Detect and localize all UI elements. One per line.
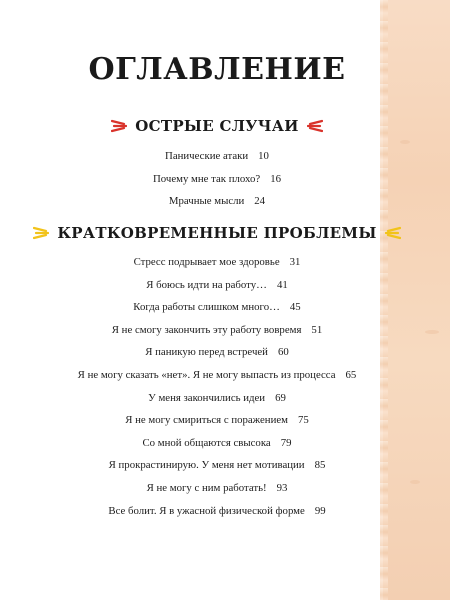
entry-page-number: 93 bbox=[276, 481, 288, 494]
list-item[interactable] bbox=[0, 168, 434, 191]
entry-title: Я не могу смириться с поражением bbox=[125, 414, 288, 427]
list-item[interactable] bbox=[0, 274, 434, 297]
entry-title: Мрачные мысли bbox=[168, 195, 245, 208]
entry-title: Со мной общаются свысока bbox=[142, 436, 271, 449]
entry-page-number: 75 bbox=[297, 414, 309, 427]
entry-page-number: 45 bbox=[289, 301, 301, 314]
red-burst-icon bbox=[111, 119, 127, 133]
yellow-burst-icon bbox=[33, 226, 49, 240]
list-item[interactable] bbox=[0, 387, 434, 410]
entry-page-number: 51 bbox=[311, 323, 323, 336]
entry-title: Я не могу сказать «нет». Я не могу выпасть из процесса bbox=[77, 368, 336, 381]
entry-title: Стресс подрывает мое здоровье bbox=[133, 256, 280, 268]
entry-page-number: 16 bbox=[270, 172, 282, 185]
page-title: ОГЛАВЛЕНИЕ bbox=[88, 52, 346, 87]
list-item[interactable] bbox=[0, 145, 434, 168]
entry-title: Почему мне так плохо? bbox=[152, 172, 261, 185]
entry-title: Я не могу с ним работать! bbox=[146, 481, 267, 494]
entry-page-number: 85 bbox=[314, 459, 326, 472]
entry-title: Я не смогу закончить эту работу вовремя bbox=[111, 323, 302, 336]
entry-title: Когда работы слишком много… bbox=[133, 301, 280, 314]
section-short-term-problems bbox=[0, 224, 434, 522]
section-heading bbox=[111, 117, 323, 135]
entry-page-number: 99 bbox=[314, 504, 326, 517]
list-item[interactable] bbox=[0, 477, 434, 500]
section-heading-text: ОСТРЫЕ СЛУЧАИ bbox=[135, 117, 299, 135]
list-item[interactable] bbox=[0, 432, 434, 455]
entry-title: Я паникую перед встречей bbox=[145, 346, 268, 359]
list-item[interactable] bbox=[0, 454, 434, 477]
entry-page-number: 10 bbox=[258, 150, 269, 162]
list-item[interactable] bbox=[0, 190, 434, 213]
red-burst-icon bbox=[307, 119, 323, 133]
entry-page-number: 41 bbox=[276, 278, 288, 291]
entry-title: Я прокрастинирую. У меня нет мотивации bbox=[108, 459, 305, 472]
entry-title: У меня закончились идеи bbox=[148, 391, 266, 404]
list-item[interactable] bbox=[0, 409, 434, 432]
entry-title: Панические атаки bbox=[165, 150, 249, 162]
entry-page-number: 24 bbox=[254, 195, 266, 208]
entry-page-number: 31 bbox=[289, 256, 301, 268]
section-heading bbox=[33, 224, 400, 242]
entry-page-number: 65 bbox=[345, 368, 357, 381]
list-item[interactable] bbox=[0, 251, 434, 274]
entry-page-number: 79 bbox=[280, 436, 292, 449]
entry-title: Все болит. Я в ужасной физической форме bbox=[108, 504, 305, 517]
entry-page-number: 69 bbox=[275, 391, 286, 404]
entry-page-number: 60 bbox=[277, 346, 289, 359]
section-acute-cases bbox=[0, 117, 434, 213]
entry-list bbox=[0, 145, 434, 213]
yellow-burst-icon bbox=[385, 226, 401, 240]
section-heading-text: КРАТКОВРЕМЕННЫЕ ПРОБЛЕМЫ bbox=[57, 224, 377, 242]
list-item[interactable] bbox=[0, 319, 434, 342]
list-item[interactable] bbox=[0, 500, 434, 523]
entry-list bbox=[0, 251, 434, 522]
list-item[interactable] bbox=[0, 364, 434, 387]
entry-title: Я боюсь идти на работу… bbox=[146, 278, 267, 291]
list-item[interactable] bbox=[0, 341, 434, 364]
list-item[interactable] bbox=[0, 296, 434, 319]
